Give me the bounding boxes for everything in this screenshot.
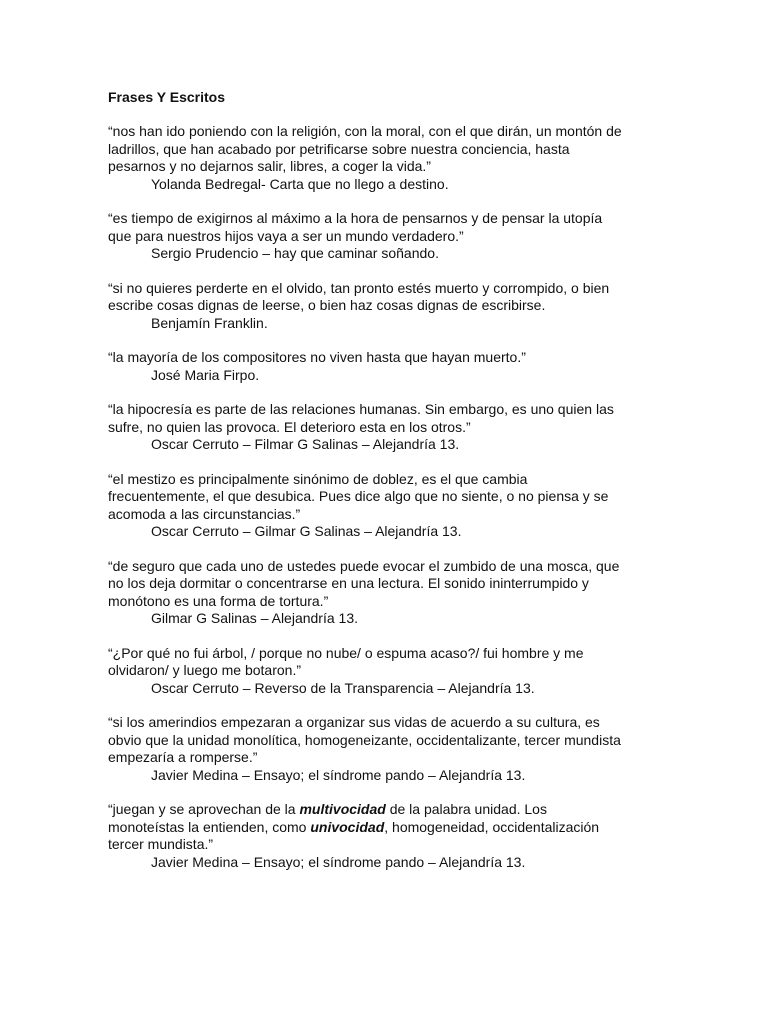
quote-text-line: frecuentemente, el que desubica. Pues dice algo que no siente, o no piensa y se: [108, 488, 609, 504]
quote-text-line: “la hipocresía es parte de las relaciones humanas. Sin embargo, es uno quien las: [108, 401, 614, 417]
quote-cerruto-hipocresia: [108, 401, 748, 454]
quote-text-line: que para nuestros hijos vaya a ser un mundo verdadero.”: [108, 227, 464, 244]
quote-firpo: [108, 349, 748, 384]
quote-attribution: Yolanda Bedregal- Carta que no llego a destino.: [151, 175, 449, 192]
quote-text-line: sufre, no quien las provoca. El deterioro esta en los otros.”: [108, 418, 471, 435]
quote-text-line: monótono es una forma de tortura.”: [108, 592, 329, 609]
quote-text-line: “de seguro que cada uno de ustedes puede evocar el zumbido de una mosca, que: [108, 557, 620, 574]
quote-text-line: obvio que la unidad monolítica, homogeneizante, occidentalizante, tercer mundista: [108, 731, 621, 748]
quote-attribution: Oscar Cerruto – Filmar G Salinas – Alejandría 13.: [151, 436, 460, 452]
quote-attribution: Javier Medina – Ensayo; el síndrome pando – Alejandría 13.: [151, 766, 526, 783]
quote-text-line: “el mestizo es principalmente sinónimo de doblez, es el que cambia: [108, 470, 528, 487]
quote-cerruto-arbol: [108, 645, 748, 698]
quote-attribution: Benjamín Franklin.: [151, 314, 268, 331]
quote-text-segment: “juegan y se aprovechan de la: [108, 801, 300, 817]
quote-medina-multivocidad: [108, 801, 748, 871]
quote-text-line: tercer mundista.”: [108, 836, 214, 852]
quote-text-line: “nos han ido poniendo con la religión, con la moral, con el que dirán, un montón de: [108, 123, 622, 139]
quote-attribution: Gilmar G Salinas – Alejandría 13.: [151, 610, 358, 626]
quote-text-segment: de la palabra unidad. Los: [385, 801, 547, 817]
document-title: Frases Y Escritos: [108, 89, 226, 105]
quote-text-line: “¿Por qué no fui árbol, / porque no nube/ o espuma acaso?/ fui hombre y me: [108, 644, 584, 661]
quote-prudencio: [108, 210, 748, 263]
quote-text-line: “si los amerindios empezaran a organizar sus vidas de acuerdo a su cultura, es: [108, 714, 600, 730]
quote-text-line: [108, 801, 748, 819]
quote-text-line: no los deja dormitar o concentrarse en una lectura. El sonido ininterrumpido y: [108, 575, 589, 591]
quote-salinas: [108, 558, 748, 628]
quote-text-line: [108, 819, 748, 837]
emphasized-word: multivocidad: [299, 801, 386, 817]
quote-text-line: “la mayoría de los compositores no viven hasta que hayan muerto.”: [108, 349, 526, 365]
quote-attribution: Sergio Prudencio – hay que caminar soñando.: [151, 245, 439, 261]
quote-attribution: José Maria Firpo.: [151, 366, 260, 383]
quote-text-segment: monoteístas la entienden, como: [108, 818, 311, 835]
emphasized-word: univocidad: [310, 818, 385, 835]
quote-text-line: empezaría a romperse.”: [108, 749, 258, 765]
quote-attribution: Oscar Cerruto – Gilmar G Salinas – Alejandría 13.: [151, 523, 462, 539]
quote-franklin: [108, 280, 748, 333]
quote-text-line: olvidaron/ y luego me botaron.”: [108, 662, 301, 678]
quote-attribution: Javier Medina – Ensayo; el síndrome pando – Alejandría 13.: [151, 853, 526, 870]
quote-text-line: acomoda a las circunstancias.”: [108, 505, 301, 522]
quote-text-line: ladrillos, que han acabado por petrificarse sobre nuestra conciencia, hasta: [108, 140, 570, 157]
quote-list: [108, 123, 748, 888]
quote-cerruto-mestizo: [108, 471, 748, 541]
quote-text-line: “es tiempo de exigirnos al máximo a la hora de pensarnos y de pensar la utopía: [108, 210, 603, 226]
quote-medina-amerindios: [108, 714, 748, 784]
quote-bedregal: [108, 123, 748, 193]
quote-text-line: escribe cosas dignas de leerse, o bien haz cosas dignas de escribirse.: [108, 297, 546, 313]
quote-text-segment: , homogeneidad, occidentalización: [384, 818, 600, 835]
quote-attribution: Oscar Cerruto – Reverso de la Transparencia – Alejandría 13.: [151, 679, 535, 696]
quote-text-line: “si no quieres perderte en el olvido, tan pronto estés muerto y corrompido, o bien: [108, 279, 610, 296]
quote-text-line: pesarnos y no dejarnos salir, libres, a coger la vida.”: [108, 158, 431, 174]
